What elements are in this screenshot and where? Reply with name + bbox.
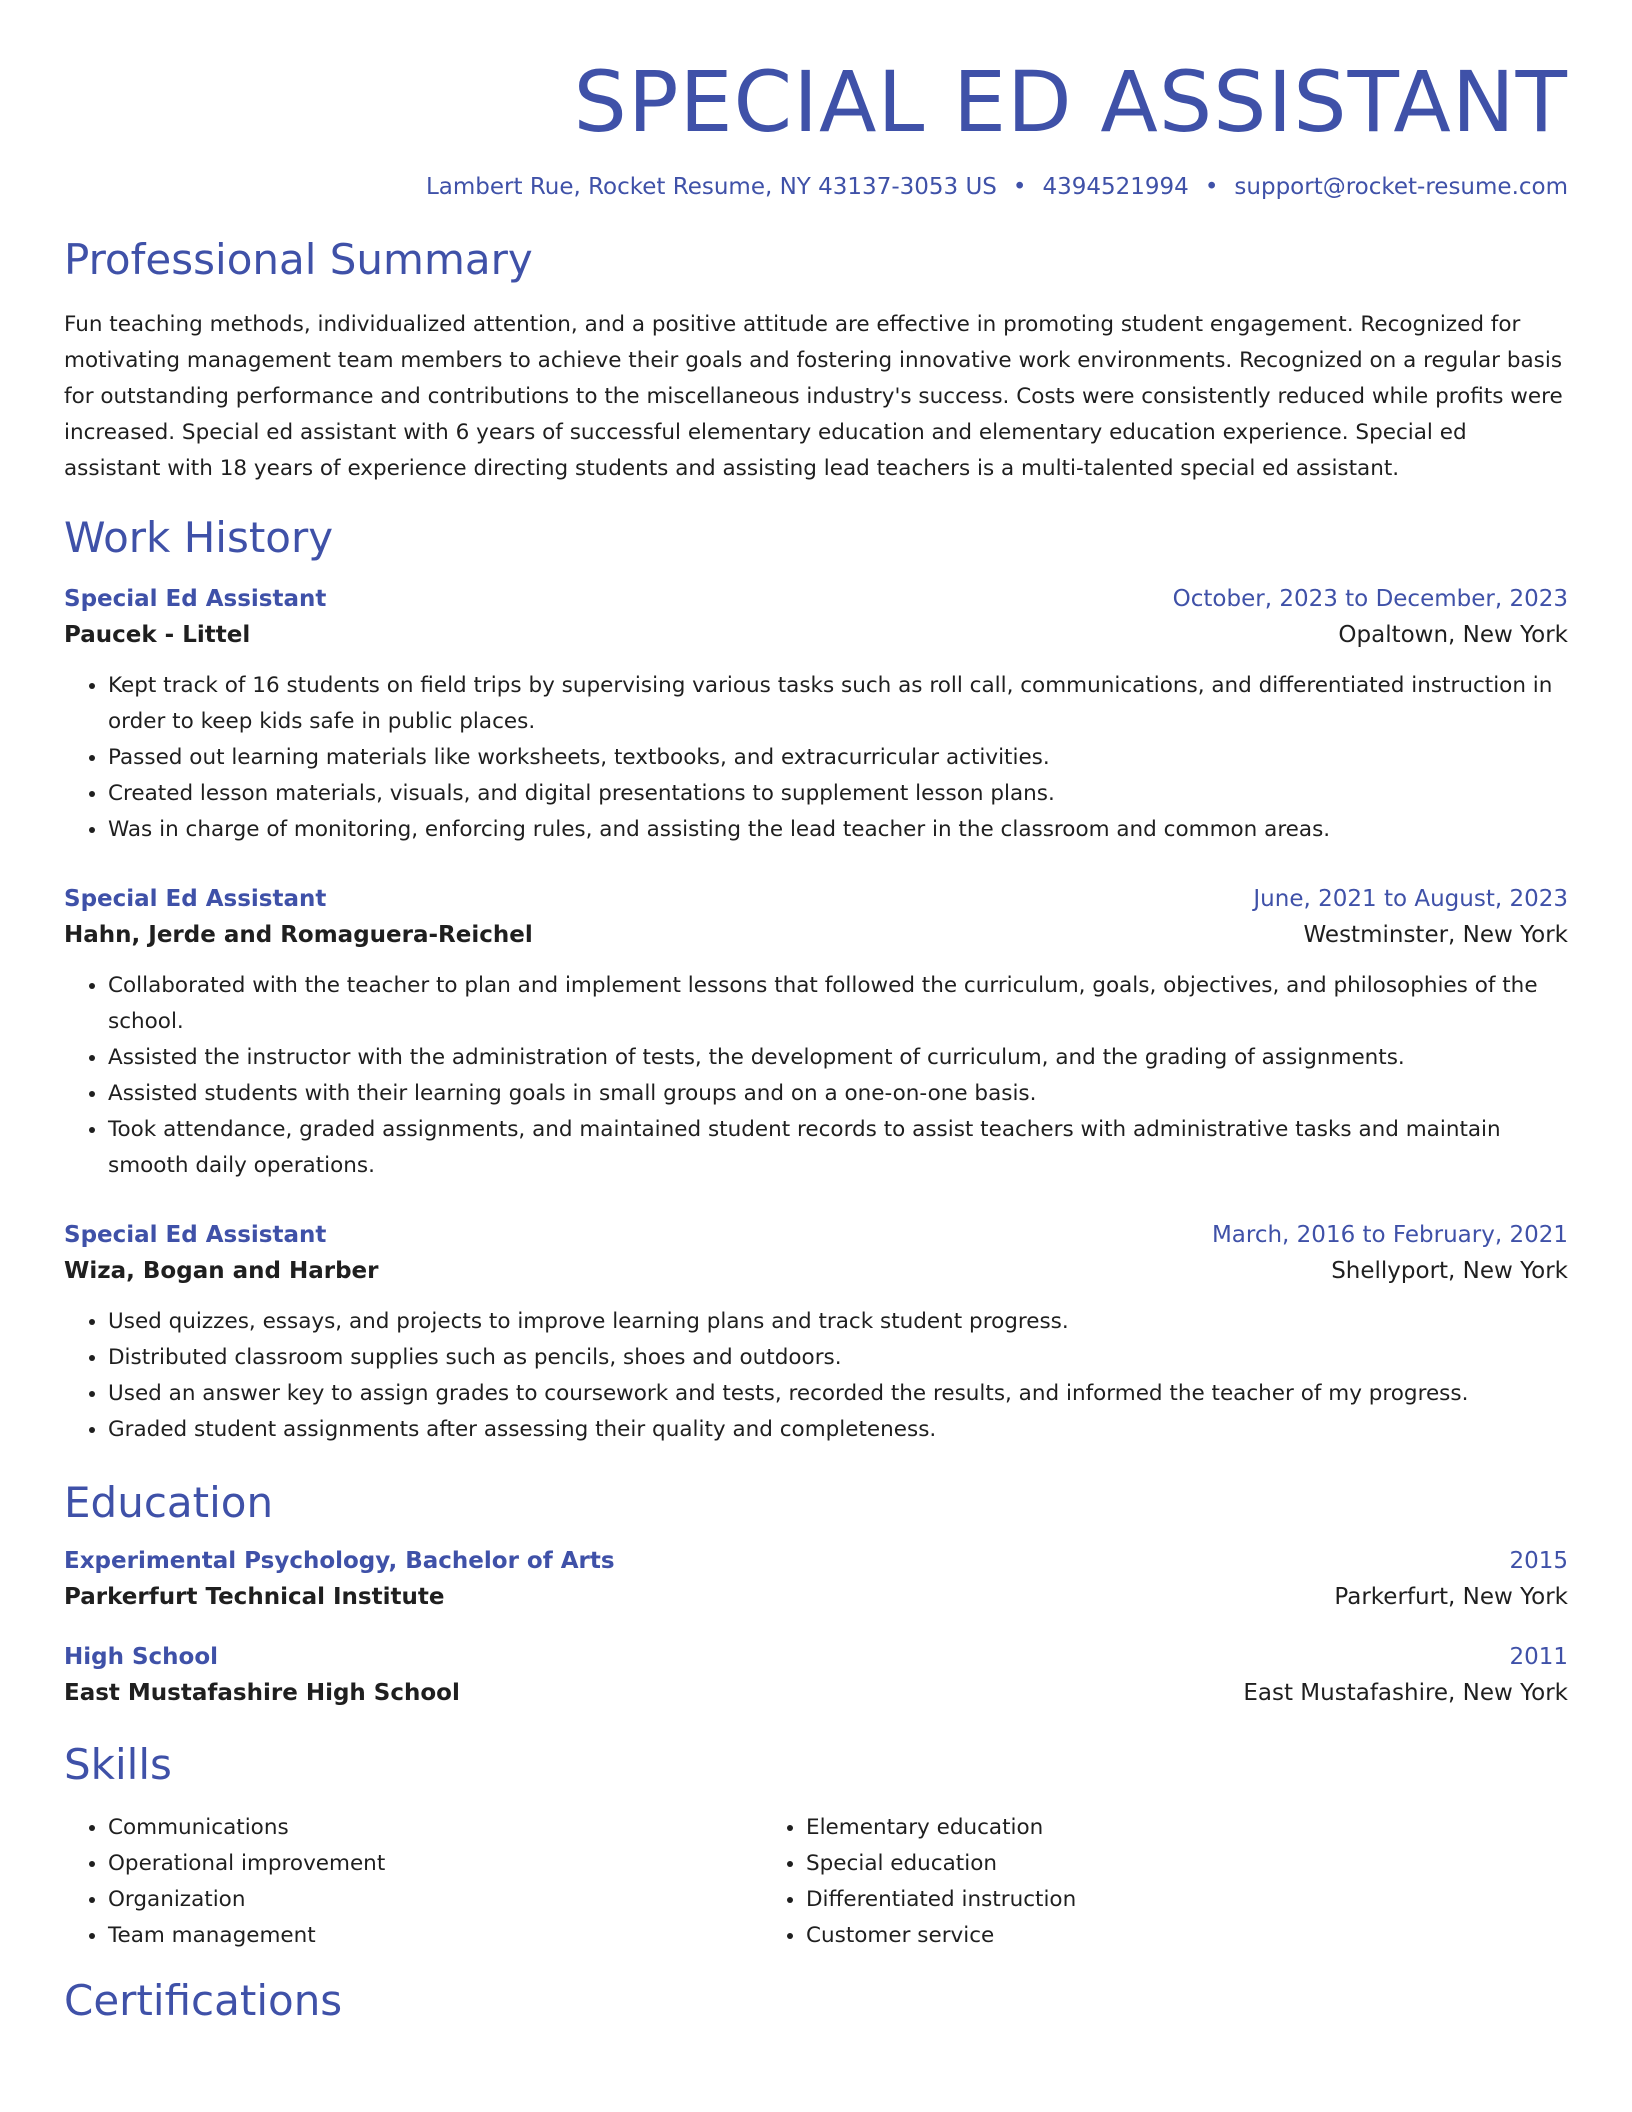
- education-year: 2015: [1509, 1548, 1568, 1575]
- job-bullet: • Assisted students with their learning goals in small groups and on a one-on-one basis.: [108, 1076, 1568, 1112]
- contact-address: Lambert Rue, Rocket Resume, NY 43137-3053 US: [425, 174, 997, 200]
- skill-item: • Customer service: [806, 1918, 1076, 1954]
- job-bullet: • Used quizzes, essays, and projects to improve learning plans and track student progress.: [108, 1304, 1568, 1340]
- certifications-section: [64, 1976, 1568, 2026]
- job-bullet: • Created lesson materials, visuals, and digital presentations to supplement lesson plans.: [108, 776, 1568, 812]
- education-year: 2011: [1509, 1644, 1568, 1671]
- skills-grid: [64, 1810, 1568, 1954]
- education-degree: High School: [64, 1644, 219, 1671]
- work-history-heading: Work History: [64, 513, 334, 563]
- education-location: East Mustafashire, New York: [1243, 1680, 1568, 1707]
- certifications-heading: Certifications: [64, 1976, 343, 2026]
- job-bullet: • Was in charge of monitoring, enforcing rules, and assisting the lead teacher in the classroom and common areas.: [108, 812, 1568, 848]
- skill-item: • Organization: [108, 1882, 762, 1918]
- job-entry: [64, 586, 1568, 848]
- education-school-row: [64, 1584, 1568, 1610]
- job-bullets: [64, 968, 1568, 1184]
- skill-item: • Communications: [108, 1810, 762, 1846]
- job-bullet: • Distributed classroom supplies such as pencils, shoes and outdoors.: [108, 1340, 1568, 1376]
- education-section: [64, 1478, 1568, 1706]
- contact-separator: •: [1204, 174, 1219, 200]
- job-company-row: [64, 1258, 1568, 1284]
- job-bullet: • Collaborated with the teacher to plan and implement lessons that followed the curriculum, goals, objectives, and philosophies of the school.: [108, 968, 1568, 1040]
- contact-phone: 4394521994: [1042, 174, 1189, 200]
- skill-item: • Elementary education: [806, 1810, 1076, 1846]
- skill-item: • Special education: [806, 1846, 1076, 1882]
- job-bullets: [64, 668, 1568, 848]
- skill-item: • Differentiated instruction: [806, 1882, 1076, 1918]
- education-school: Parkerfurt Technical Institute: [64, 1584, 445, 1611]
- skills-column-right: [762, 1810, 1076, 1954]
- job-company: Paucek - Littel: [64, 621, 251, 648]
- job-header-row: [64, 1222, 1568, 1248]
- job-dates: October, 2023 to December, 2023: [1172, 585, 1568, 612]
- work-history-section: [64, 513, 1568, 1447]
- job-bullet: • Graded student assignments after assessing their quality and completeness.: [108, 1412, 1568, 1448]
- job-location: Westminster, New York: [1303, 921, 1568, 948]
- summary-text: Fun teaching methods, individualized attention, and a positive attitude are effective in promoting student engagement. Recognized for motivating management team members to achieve their goals and fostering innovative work environments. Recognized on a regular basis for outstanding performance and contributions to the miscellaneous industry's success. Costs were consistently reduced while profits were increased. Special ed assistant with 6 years of successful elementary education and elementary education experience. Special ed assistant with 18 years of experience directing students and assisting lead teachers is a multi-talented special ed assistant.: [64, 312, 1563, 482]
- job-company: Wiza, Bogan and Harber: [64, 1257, 379, 1284]
- job-location: Shellyport, New York: [1331, 1257, 1568, 1284]
- education-heading: Education: [64, 1477, 274, 1527]
- job-bullet: • Used an answer key to assign grades to coursework and tests, recorded the results, and informed the teacher of my progress.: [108, 1376, 1568, 1412]
- job-bullet: • Passed out learning materials like worksheets, textbooks, and extracurricular activities.: [108, 740, 1568, 776]
- job-header-row: [64, 886, 1568, 912]
- skills-heading: Skills: [64, 1740, 172, 1790]
- skill-item: • Team management: [108, 1918, 762, 1954]
- summary-heading: Professional Summary: [64, 234, 533, 284]
- job-bullets: [64, 1304, 1568, 1448]
- job-location: Opaltown, New York: [1338, 621, 1568, 648]
- education-header-row: [64, 1548, 1568, 1574]
- skill-item: • Operational improvement: [108, 1846, 762, 1882]
- job-role: Special Ed Assistant: [64, 885, 327, 912]
- job-bullet: • Assisted the instructor with the administration of tests, the development of curriculum, and the grading of assignments.: [108, 1040, 1568, 1076]
- job-bullet: • Took attendance, graded assignments, and maintained student records to assist teachers with administrative tasks and maintain smooth daily operations.: [108, 1112, 1568, 1184]
- education-entry: [64, 1644, 1568, 1706]
- job-company: Hahn, Jerde and Romaguera-Reichel: [64, 921, 533, 948]
- education-school-row: [64, 1680, 1568, 1706]
- resume-header: [64, 50, 1568, 203]
- education-entry: [64, 1548, 1568, 1610]
- education-location: Parkerfurt, New York: [1334, 1584, 1568, 1611]
- job-entry: [64, 886, 1568, 1184]
- job-dates: March, 2016 to February, 2021: [1211, 1221, 1568, 1248]
- job-header-row: [64, 586, 1568, 612]
- skills-section: [64, 1740, 1568, 1954]
- job-title-heading: SPECIAL ED ASSISTANT: [573, 53, 1568, 151]
- contact-line: [64, 173, 1568, 203]
- summary-section: [64, 235, 1568, 487]
- job-entry: [64, 1222, 1568, 1448]
- education-degree: Experimental Psychology, Bachelor of Arts: [64, 1548, 615, 1575]
- skills-column-left: [64, 1810, 762, 1954]
- contact-separator: •: [1012, 174, 1027, 200]
- job-role: Special Ed Assistant: [64, 1221, 327, 1248]
- job-bullet: • Kept track of 16 students on field trips by supervising various tasks such as roll call, communications, and differentiated instruction in order to keep kids safe in public places.: [108, 668, 1568, 740]
- contact-email: support@rocket-resume.com: [1234, 174, 1568, 200]
- education-school: East Mustafashire High School: [64, 1680, 460, 1707]
- job-role: Special Ed Assistant: [64, 585, 327, 612]
- job-company-row: [64, 922, 1568, 948]
- education-header-row: [64, 1644, 1568, 1670]
- job-company-row: [64, 622, 1568, 648]
- job-dates: June, 2021 to August, 2023: [1253, 885, 1568, 912]
